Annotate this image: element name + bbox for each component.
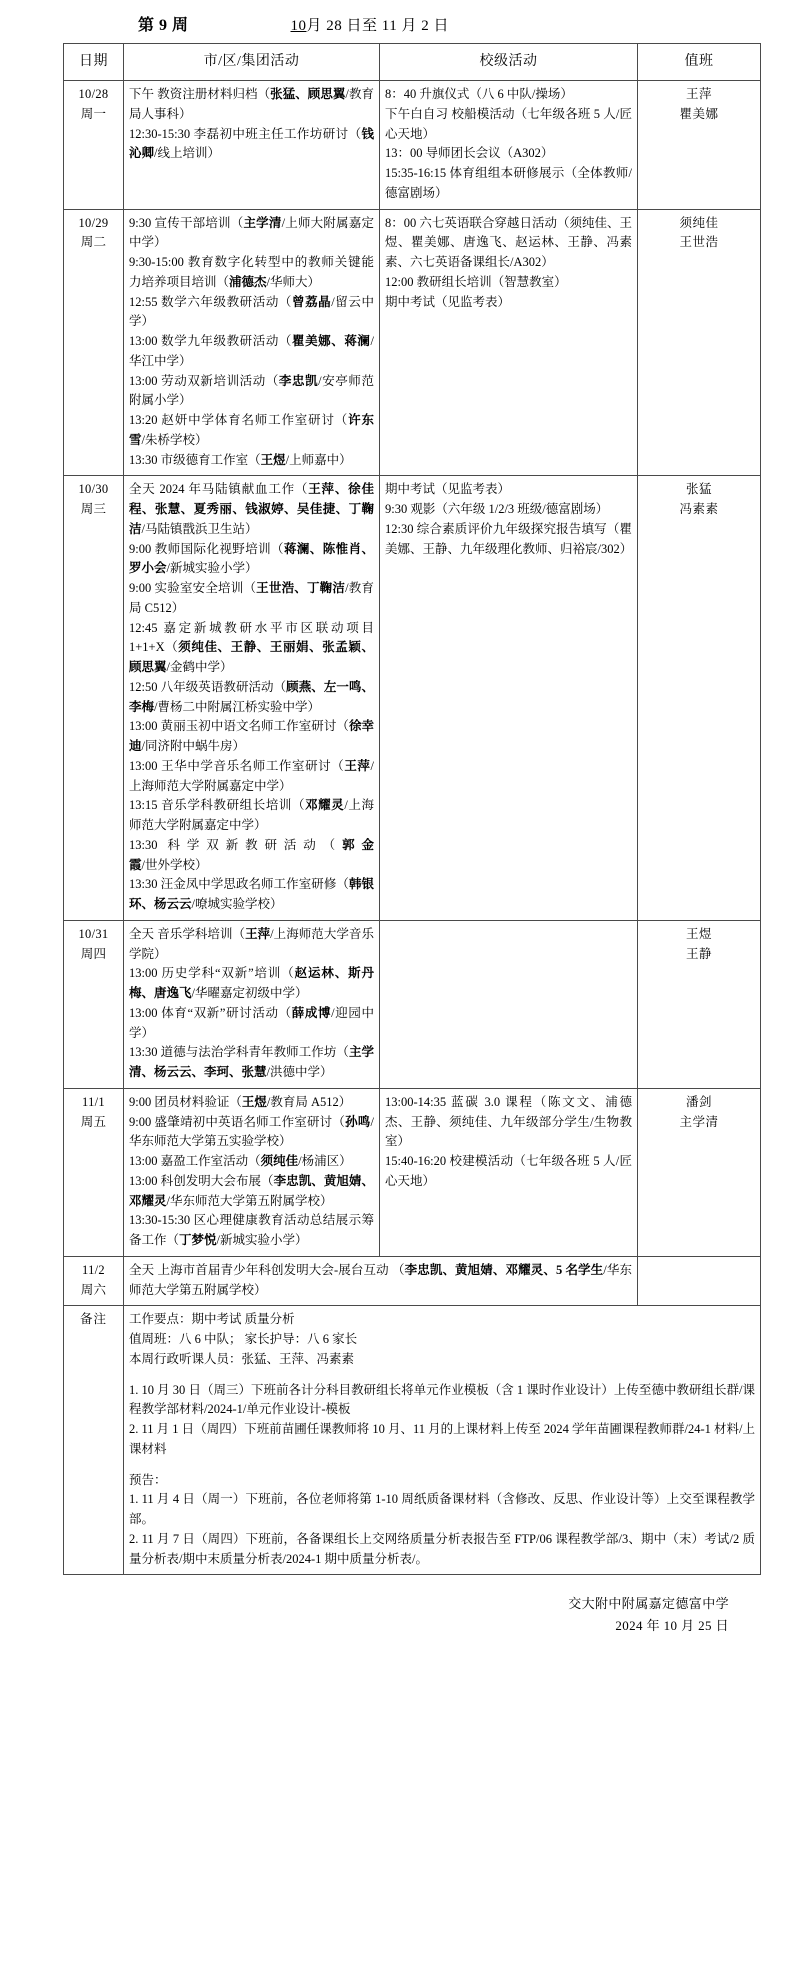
- school-activities-cell: [380, 920, 638, 1088]
- duty-name: 王萍: [685, 87, 712, 102]
- activity-item: 全天 2024 年马陆镇献血工作（王萍、徐佳程、张慧、夏秀丽、钱淑婷、吴佳捷、丁鞠洁/马陆镇戬浜卫生站）: [129, 482, 374, 536]
- activity-item: 期中考试（见监考表）: [385, 294, 511, 309]
- notes-row: [64, 1306, 761, 1575]
- document-footer: [0, 1593, 795, 1637]
- date-weekday: 周四: [80, 946, 107, 961]
- date-cell: [64, 920, 124, 1088]
- activity-item: 9:00 教师国际化视野培训（蒋澜、陈惟肖、罗小会/新城实验小学）: [129, 541, 374, 576]
- schedule-table-body: [64, 81, 761, 1575]
- activity-item: 13:00 历史学科“双新”培训（赵运林、斯丹梅、唐逸飞/华曜嘉定初级中学）: [129, 966, 374, 1001]
- duty-name: 瞿美娜: [679, 106, 719, 121]
- activity-item: 下午白自习 校船模活动（七年级各班 5 人/匠心天地）: [385, 106, 632, 141]
- duty-cell: [638, 209, 761, 476]
- activity-item: 8：00 六七英语联合穿越日活动（须纯佳、王煜、瞿美娜、唐逸飞、赵运林、王静、冯素素、六七英语备课组长/A302）: [385, 215, 632, 270]
- table-row: [64, 476, 761, 921]
- activity-item: 13:20 赵妍中学体育名师工作室研讨（许东雪/朱桥学校）: [129, 413, 374, 447]
- date-weekday: 周六: [80, 1282, 107, 1297]
- table-row: [64, 81, 761, 210]
- schedule-table: [63, 43, 761, 1575]
- footer-school-name: 交大附中附属嘉定德富中学: [568, 1596, 729, 1612]
- date-weekday: 周二: [80, 235, 107, 250]
- school-activities-cell: [380, 209, 638, 476]
- duty-cell: [638, 1088, 761, 1256]
- date-weekday: 周三: [80, 502, 107, 517]
- city-activities-cell: [124, 1256, 638, 1306]
- duty-cell: [638, 1256, 761, 1306]
- note-paragraph: 本周行政听课人员：张猛、王萍、冯素素: [129, 1351, 355, 1366]
- date-number: 10/31: [78, 926, 109, 941]
- date-cell: [64, 1088, 124, 1256]
- activity-item: 12:00 教研组长培训（智慧教室）: [385, 274, 567, 289]
- duty-name: 张猛: [685, 482, 712, 497]
- date-number: 11/1: [82, 1094, 105, 1109]
- date-cell: [64, 81, 124, 210]
- school-activities-cell: [380, 81, 638, 210]
- duty-cell: [638, 920, 761, 1088]
- activity-item: 9:00 实验室安全培训（王世浩、丁鞠洁/教育局 C512）: [129, 581, 374, 615]
- column-header-duty: 值班: [638, 44, 761, 81]
- date-range-prefix: 10: [290, 18, 307, 34]
- activity-item: 9:00 盛肇靖初中英语名师工作室研讨（孙鸣/华东师范大学第五实验学校）: [129, 1114, 374, 1149]
- week-title: 第 9 周: [138, 17, 189, 34]
- notes-body: [124, 1306, 761, 1575]
- date-cell: [64, 476, 124, 921]
- activity-item: 13:30-15:30 区心理健康教育活动总结展示筹备工作（丁梦悦/新城实验小学）: [129, 1213, 374, 1248]
- activity-item: 全天 音乐学科培训（王萍/上海师范大学音乐学院）: [129, 926, 374, 961]
- activity-item: 12:45 嘉定新城教研水平市区联动项目 1+1+X（须纯佳、王静、王丽娟、张孟颖、顾思翼/金鹤中学）: [129, 620, 374, 675]
- activity-item: 13:00 体育“双新”研讨活动（薛成博/迎园中学）: [129, 1005, 374, 1040]
- column-header-school: 校级活动: [380, 44, 638, 81]
- activity-item: 9:30 观影（六年级 1/2/3 班级/德富剧场）: [385, 502, 609, 517]
- activity-item: 期中考试（见监考表）: [385, 482, 511, 497]
- note-paragraph: 工作要点：期中考试 质量分析: [129, 1312, 295, 1327]
- date-number: 10/30: [78, 482, 109, 497]
- document-header: [0, 0, 795, 43]
- note-paragraph: 2. 11 月 7 日（周四）下班前，各备课组长上交网络质量分析表报告至 FTP/06 课程教学部/3、期中（末）考试/2 质量分析表/期中末质量分析表/2024-1 期中质量分析表/。: [129, 1531, 755, 1566]
- activity-item: 13:30 汪金凤中学思政名师工作室研修（韩银环、杨云云/嘹城实验学校）: [129, 877, 374, 912]
- duty-cell: [638, 81, 761, 210]
- date-number: 11/2: [82, 1262, 105, 1277]
- activity-item: 13:00 科创发明大会布展（李忠凯、黄旭婧、邓耀灵/华东师范大学第五附属学校）: [129, 1173, 374, 1208]
- duty-name: 须纯佳: [679, 215, 719, 230]
- activity-item: 13：00 导师团长会议（A302）: [385, 146, 554, 161]
- note-paragraph: 1. 10 月 30 日（周三）下班前各计分科目教研组长将单元作业模板（含 1 课时作业设计）上传至德中教研组长群/课程教学部材料/2024-1/单元作业设计-模板: [129, 1382, 755, 1417]
- date-cell: [64, 209, 124, 476]
- date-weekday: 周五: [80, 1114, 107, 1129]
- date-number: 10/28: [78, 87, 109, 102]
- table-row: [64, 1088, 761, 1256]
- activity-item: 12:50 八年级英语教研活动（顾燕、左一鸣、李梅/曹杨二中附属江桥实验中学）: [129, 679, 374, 714]
- table-header-row: [64, 44, 761, 81]
- notes-label: 备注: [64, 1306, 124, 1575]
- activity-item: 13:30 科学双新教研活动（郭金霞/世外学校）: [129, 837, 374, 872]
- note-paragraph: 预告：: [129, 1472, 167, 1487]
- activity-item: 15:35-16:15 体育组组本研修展示（全体教师/德富剧场）: [385, 166, 632, 200]
- activity-item: 13:30 道德与法治学科青年教师工作坊（主学清、杨云云、李珂、张慧/洪德中学）: [129, 1045, 374, 1080]
- activity-item: 8：40 升旗仪式（八 6 中队/操场）: [385, 87, 573, 102]
- duty-name: 潘剑: [685, 1094, 712, 1109]
- activity-item: 13:00 数学九年级教研活动（瞿美娜、蒋澜/华江中学）: [129, 334, 374, 368]
- table-row: [64, 209, 761, 476]
- activity-item: 下午 教资注册材料归档（张猛、顾思翼/教育局人事科）: [129, 87, 374, 121]
- activity-item: 12:30 综合素质评价九年级探究报告填写（瞿美娜、王静、九年级理化教师、归裕宸/302）: [385, 521, 633, 556]
- note-paragraph: 值周班：八 6 中队； 家长护导：八 6 家长: [129, 1332, 358, 1347]
- date-cell: [64, 1256, 124, 1306]
- activity-item: 13:15 音乐学科教研组长培训（邓耀灵/上海师范大学附属嘉定中学）: [129, 798, 374, 833]
- duty-name: 主学清: [679, 1114, 719, 1129]
- column-header-city: 市/区/集团活动: [124, 44, 380, 81]
- activity-item: 9:00 团员材料验证（王煜/教育局 A512）: [129, 1094, 352, 1109]
- activity-item: 13:00 劳动双新培训活动（李忠凯/安亭师范附属小学）: [129, 373, 374, 408]
- activity-item: 13:00 黄丽玉初中语文名师工作室研讨（徐幸迪/同济附中蜗牛房）: [129, 719, 374, 754]
- activity-item: 9:30 宣传干部培训（主学清/上师大附属嘉定中学）: [129, 215, 374, 250]
- activity-item: 12:30-15:30 李磊初中班主任工作坊研讨（钱沁卿/线上培训）: [129, 126, 374, 161]
- duty-name: 王世浩: [679, 235, 719, 250]
- table-row: [64, 1256, 761, 1306]
- note-paragraph: 1. 11 月 4 日（周一）下班前，各位老师将第 1-10 周纸质备课材料（含修改、反思、作业设计等）上交至课程教学部。: [129, 1492, 755, 1527]
- footer-date: 2024 年 10 月 25 日: [615, 1618, 729, 1634]
- duty-name: 冯素素: [679, 502, 719, 517]
- activity-item: 12:55 数学六年级教研活动（曾荔晶/留云中学）: [129, 294, 374, 329]
- duty-name: 王煜: [685, 926, 712, 941]
- city-activities-cell: [124, 920, 380, 1088]
- city-activities-cell: [124, 209, 380, 476]
- school-activities-cell: [380, 476, 638, 921]
- date-range: [285, 14, 449, 35]
- activity-item: 全天 上海市首届青少年科创发明大会-展台互动 （李忠凯、黄旭婧、邓耀灵、5 名学生/华东师范大学第五附属学校）: [129, 1262, 632, 1297]
- duty-cell: [638, 476, 761, 921]
- activity-item: 13:00 嘉盈工作室活动（须纯佳/杨浦区）: [129, 1154, 352, 1169]
- note-paragraph: 2. 11 月 1 日（周四）下班前苗圃任课教师将 10 月、11 月的上课材料上传至 2024 学年苗圃课程教师群/24-1 材料/上课材料: [129, 1422, 755, 1456]
- activity-item: 9:30-15:00 教育数字化转型中的教师关键能力培养项目培训（浦德杰/华师大）: [129, 255, 374, 289]
- date-number: 10/29: [78, 215, 109, 230]
- city-activities-cell: [124, 1088, 380, 1256]
- table-row: [64, 920, 761, 1088]
- column-header-date: 日期: [64, 44, 124, 81]
- date-range-rest: 月 28 日至 11 月 2 日: [306, 18, 449, 34]
- date-weekday: 周一: [80, 106, 107, 121]
- activity-item: 13:30 市级德育工作室（王煜/上师嘉中）: [129, 452, 352, 467]
- activity-item: 13:00 王华中学音乐名师工作室研讨（王萍/上海师范大学附属嘉定中学）: [129, 758, 374, 793]
- activity-item: 15:40-16:20 校建模活动（七年级各班 5 人/匠心天地）: [385, 1154, 632, 1188]
- city-activities-cell: [124, 476, 380, 921]
- city-activities-cell: [124, 81, 380, 210]
- activity-item: 13:00-14:35 蓝碳 3.0 课程（陈文文、浦德杰、王静、须纯佳、九年级部分学生/生物教室）: [385, 1094, 632, 1149]
- duty-name: 王静: [685, 946, 712, 961]
- school-activities-cell: [380, 1088, 638, 1256]
